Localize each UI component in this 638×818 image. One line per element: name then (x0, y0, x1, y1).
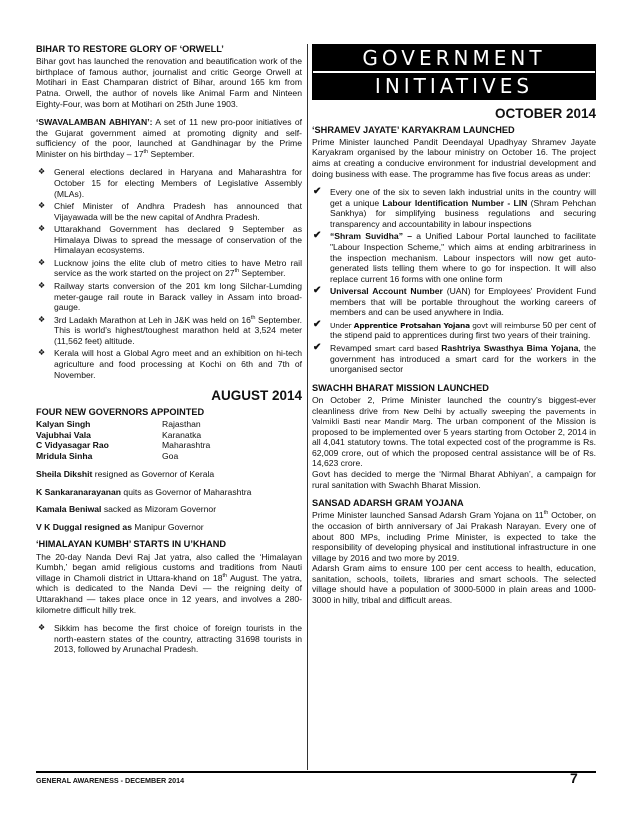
table-row (36, 440, 302, 451)
list-item-bold: Labour Identification Number - LIN (382, 197, 528, 208)
list-item (312, 286, 596, 318)
list-item-sup: th (250, 314, 256, 321)
governor-state: Goa (162, 450, 179, 461)
sansad-section (312, 498, 596, 605)
table-row (36, 419, 302, 430)
diamond-bullet-icon: ❖ (38, 348, 46, 358)
list-item-post: 50 per cent of the stipend paid to apprentices during first two years of their training. (330, 319, 596, 341)
list-item-text: Kerala will host a Global Agro meet and an exhibition on hi-tech agriculture and food processing at Kochi on 6th and 7th of November. (54, 348, 302, 380)
table-row (36, 451, 302, 462)
swachh-text (312, 395, 596, 469)
governor-change (36, 487, 302, 498)
governors-heading: FOUR NEW GOVERNORS APPOINTED (36, 406, 205, 417)
checkmark-icon: ✔ (313, 230, 322, 242)
governors-table (36, 419, 302, 461)
governor-state: Karanatka (162, 429, 202, 440)
banner-line-1: GOVERNMENT (362, 46, 546, 70)
sikkim-bullet-list (36, 623, 302, 655)
diamond-bullet-icon: ❖ (38, 224, 46, 234)
right-column (312, 44, 596, 605)
governor-state: Rajasthan (162, 418, 201, 429)
orwell-heading: BIHAR TO RESTORE GLORY OF ‘ORWELL’ (36, 44, 224, 54)
governor-change (36, 522, 302, 533)
diamond-bullet-icon: ❖ (38, 623, 46, 633)
sansad-heading: SANSAD ADARSH GRAM YOJANA (312, 498, 464, 509)
list-item-post: a Unified Labour Portal launched to facilitate "Labour Inspection Scheme," which aims at ending arbitrariness in the inspection mechanism. Labour inspectors will now get auto-generated lists telling them where to go for inspection. It will also replace current 16 forms with one online form (330, 231, 597, 284)
swachh-text-3: Govt has decided to merge the ‘Nirmal Bharat Abhiyan’, a campaign for rural sanitation with Swachh Bharat Mission. (312, 468, 596, 490)
page-number: 7 (570, 770, 578, 786)
governor-name: Vajubhai Vala (36, 429, 91, 440)
footer-title: GENERAL AWARENESS - DECEMBER 2014 (36, 776, 185, 785)
governor-change-name: V K Duggal resigned as (36, 521, 132, 532)
kumbh-sup: th (222, 573, 228, 580)
list-item-text: Railway starts conversion of the 201 km long Silchar-Lumding meter-gauge rail route in Barack valley in Assam into broad-gauge. (54, 281, 302, 313)
list-item-text: Lucknow joins the elite club of metro cities to have Metro rail service as the work started on the project on 27 (54, 257, 302, 279)
list-item-tail: September. This is world’s highest/toughest marathon held at 3,524 meter (11,562 feet) altitude. (54, 314, 302, 346)
list-item (312, 343, 596, 375)
list-item (36, 224, 302, 256)
banner-box (312, 44, 596, 100)
list-item (36, 623, 302, 655)
list-item (36, 167, 302, 199)
kumbh-heading: ‘HIMALAYAN KUMBH’ STARTS IN U’KHAND (36, 539, 227, 550)
governor-name: Mridula Sinha (36, 450, 93, 461)
governor-change-name: Sheila Dikshit (36, 469, 93, 480)
sansad-text-2: Adarsh Gram aims to ensure 100 per cent access to health, education, sanitation, schools, toilets, libraries and smart schools. The selected village should have a population of 3000-5000 in plain areas and 1000-3000 in hilly, tribal and difficult areas. (312, 563, 596, 605)
list-item (36, 348, 302, 380)
diamond-bullet-icon: ❖ (38, 257, 46, 267)
checkmark-icon: ✔ (313, 285, 322, 297)
governor-state: Maharashtra (162, 440, 211, 451)
kumbh-text-1: The 20-day Nanda Devi Raj Jat yatra, also called the ‘Himalayan Kumbh,’ began amid religious customs and traditions from Nauti village in Chamoli district in Uttara-khand on 18 (36, 551, 302, 583)
list-item-cond-mid: smart card based (374, 344, 442, 354)
list-item (312, 231, 596, 284)
checkmark-icon: ✔ (313, 186, 322, 198)
table-row (36, 430, 302, 441)
list-item-post: (UAN) for Employees' Provident Fund members that will be portable throughout the working careers of members and can be used anywhere in India. (330, 286, 596, 318)
list-item (36, 315, 302, 347)
list-item-bold: Universal Account Number (330, 286, 443, 297)
october-2014-heading: OCTOBER 2014 (494, 106, 596, 121)
swavalamban-paragraph (36, 117, 302, 159)
swachh-section (312, 383, 596, 490)
focus-areas-list (312, 187, 596, 375)
checkmark-icon: ✔ (313, 318, 322, 330)
kumbh-text-2: August. The yatra, which is dedicated to the Nanda Devi — the reigning deity of Uttarakhand — takes place once in 12 years, and involves a 280-kilometre difficult hilly trek. (36, 572, 302, 615)
shramev-section (312, 125, 596, 375)
governor-change-text: Manipur Governor (132, 521, 204, 532)
column-divider (307, 44, 308, 770)
news-bullet-list (36, 167, 302, 380)
orwell-text: Bihar govt has launched the renovation and beautification work of the birthplace of famous author, journalist and critic George Orwell at Motihari in East Champaran district of Bihar, around 165 km from Patna. Orwell, the author of novels like Animal Farm and Ninteen Eighty-Four, was born at Motihari on 25th June 1903. (36, 56, 302, 109)
diamond-bullet-icon: ❖ (38, 167, 46, 177)
shramev-heading: ‘SHRAMEV JAYATE’ KARYAKRAM LAUNCHED (312, 124, 515, 135)
sansad-sup: th (543, 510, 549, 517)
banner-line-2: INITIATIVES (374, 74, 534, 98)
list-item-text: Chief Minister of Andhra Pradesh has announced that Vijayawada will be the new capital of Andhra Pradesh. (54, 201, 302, 222)
shramev-text: Prime Minister launched Pandit Deendayal Upadhyay Shramev Jayate Karyakram organised by the labour ministry on October 16. The project aims at creating a conducive environment for industrial development and doing business with ease. The programme has five focus areas as under: (312, 136, 596, 179)
swachh-heading: SWACHH BHARAT MISSION LAUNCHED (312, 382, 489, 393)
diamond-bullet-icon: ❖ (38, 281, 46, 290)
diamond-bullet-icon: ❖ (38, 314, 46, 324)
swachh-text-cond: from New Delhi by actually sweeping the pavements in Valmikli Basti near Mandir Marg. (312, 406, 597, 427)
governor-change (36, 504, 302, 515)
list-item-text: Sikkim has become the first choice of foreign tourists in the north-eastern states of the country, attracting 31698 tourists in 2013, followed by Arunachal Pradesh. (54, 623, 302, 655)
list-item (312, 320, 596, 341)
governor-change-text: quits as Governor of Maharashtra (121, 486, 252, 497)
swavalamban-sup: th (143, 148, 149, 155)
list-item (312, 187, 596, 229)
list-item-bold: Rashtriya Swasthya Bima Yojana (441, 343, 579, 354)
governor-change-name: K Sankaranarayanan (36, 486, 122, 497)
list-item-text: Uttarakhand Government has declared 9 September as Himalaya Diwas to spread the message of conservation of the Himalayan ecosystems. (54, 224, 302, 256)
list-item-post: , the government has introduced a smart card for the workers in the unorganised sector (330, 343, 596, 375)
sansad-text-1a: Prime Minister launched Sansad Adarsh Gram Yojana on 11 (312, 510, 544, 521)
list-item-post: (Shram Pehchan Sankhya) for simplifying business regulations and securing transparency and accountability in labour inspections (330, 197, 597, 229)
kumbh-section (36, 539, 302, 654)
governor-change-text: sacked as Mizoram Governor (101, 504, 217, 515)
list-item-text: General elections declared in Haryana and Maharashtra for October 15 for electing Members of Legislative Assembly (MLAs). (54, 167, 302, 199)
governor-name: C Vidyasagar Rao (36, 440, 109, 451)
governor-change-text: resigned as Governor of Kerala (92, 469, 215, 480)
swachh-text-2: The urban component of the Mission is proposed to be implemented over 5 years starting from October 2, 2014 in all 4,041 statutory towns. The total expected cost of the programme is Rs. 62,009 crore, out of which the proposed central assistance will be of Rs. 14,623 crore. (312, 416, 596, 469)
sansad-text-1 (312, 510, 596, 563)
list-item-cond-1: Under (330, 320, 354, 330)
august-2014-heading: AUGUST 2014 (211, 388, 302, 404)
kumbh-text (36, 552, 302, 615)
governor-change-name: Kamala Beniwal (36, 504, 102, 515)
list-item-sup: th (234, 268, 240, 275)
orwell-section (36, 44, 302, 109)
list-item (36, 281, 302, 313)
left-column (36, 44, 302, 663)
list-item-pre: Revamped (330, 343, 375, 354)
swavalamban-lead: ‘SWAVALAMBAN ABHIYAN’: (36, 117, 153, 128)
list-item-pre: Every one of the six to seven lakh industrial units in the country will get a unique (330, 187, 596, 208)
list-item-text: 3rd Ladakh Marathon at Leh in J&K was held on 16 (54, 314, 251, 325)
footer-rule (36, 771, 596, 773)
checkmark-icon: ✔ (313, 342, 322, 354)
swavalamban-tail: September. (148, 148, 195, 159)
governor-change (36, 469, 302, 480)
swavalamban-text: A set of 11 new pro-poor initiatives of the Gujarat government aimed at promoting dignity and self-sufficiency of the poor, launched at Gandhinagar by the Prime Minister on his birthday – 17 (36, 117, 302, 159)
list-item-cond-2: govt will reimburse (469, 320, 540, 330)
list-item-bold: Apprentice Protsahan Yojana (353, 320, 470, 330)
governors-section (36, 407, 302, 533)
governor-name: Kalyan Singh (36, 418, 91, 429)
list-item-bold: “Shram Suvidha” – (330, 231, 413, 242)
list-item (36, 201, 302, 222)
list-item-tail: September. (239, 268, 286, 279)
diamond-bullet-icon: ❖ (38, 201, 46, 211)
government-initiatives-banner (312, 44, 596, 100)
sansad-text-1b: October, on the occasion of birth anniversary of Jai Prakash Narayan. Every one of about 800 MPs, including Prime Minister, is expected to take the responsibility of developing physical and institutional infrastructure in one village by 2016 and two more by 2019. (312, 510, 596, 563)
swachh-text-1: On October 2, Prime Minister launched the country’s biggest-ever cleanliness drive (312, 395, 596, 416)
list-item (36, 258, 302, 279)
